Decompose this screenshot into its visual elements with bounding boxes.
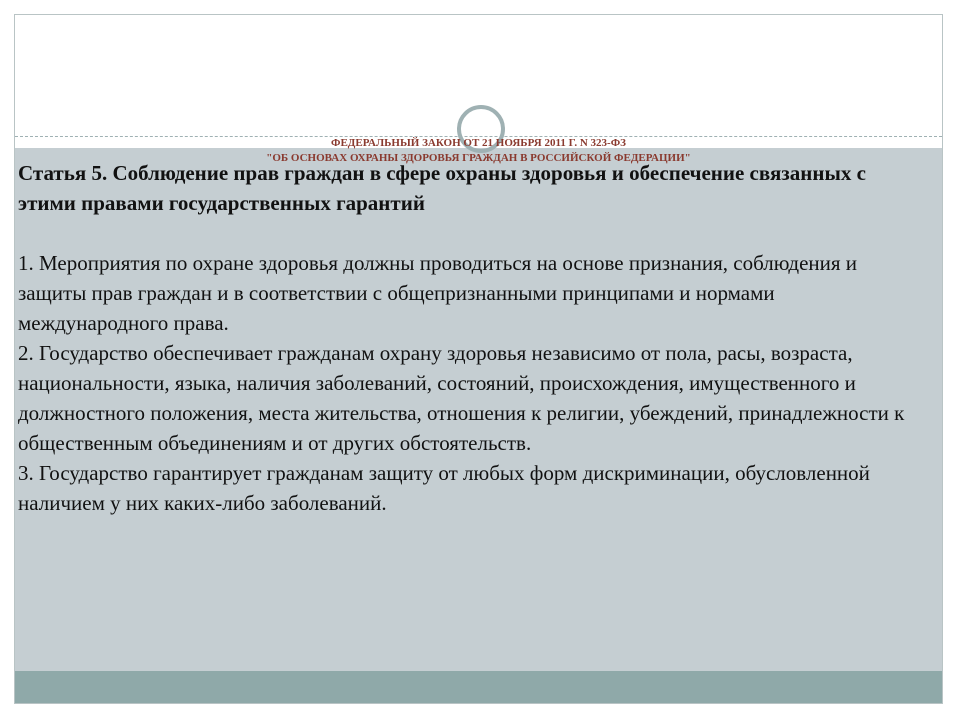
law-title-line1: ФЕДЕРАЛЬНЫЙ ЗАКОН ОТ 21 НОЯБРЯ 2011 Г. N 323-ФЗ: [331, 137, 626, 149]
law-title-line2: "ОБ ОСНОВАХ ОХРАНЫ ЗДОРОВЬЯ ГРАЖДАН В РОССИЙСКОЙ ФЕДЕРАЦИИ": [266, 152, 691, 164]
slide-content: [18, 158, 913, 518]
paragraph-3: 3. Государство гарантирует гражданам защиту от любых форм дискриминации, обусловленной наличием у них каких-либо заболеваний.: [18, 461, 870, 515]
article-heading: Статья 5. Соблюдение прав граждан в сфере охраны здоровья и обеспечение связанных с этими правами государственных гарантий: [18, 161, 866, 215]
slide-footer-bar: [15, 671, 942, 704]
paragraph-1: 1. Мероприятия по охране здоровья должны проводиться на основе признания, соблюдения и защиты прав граждан и в соответствии с общепризнанными принципами и нормами международного права.: [18, 251, 858, 335]
paragraph-2: 2. Государство обеспечивает гражданам охрану здоровья независимо от пола, расы, возраста, национальности, языка, наличия заболеваний, состояний, происхождения, имущественного и должностного положения, места жительства, отношения к религии, убеждений, принадлежности к общественным объединениям и от других обстоятельств.: [18, 341, 905, 455]
content-spacer: [18, 218, 913, 248]
